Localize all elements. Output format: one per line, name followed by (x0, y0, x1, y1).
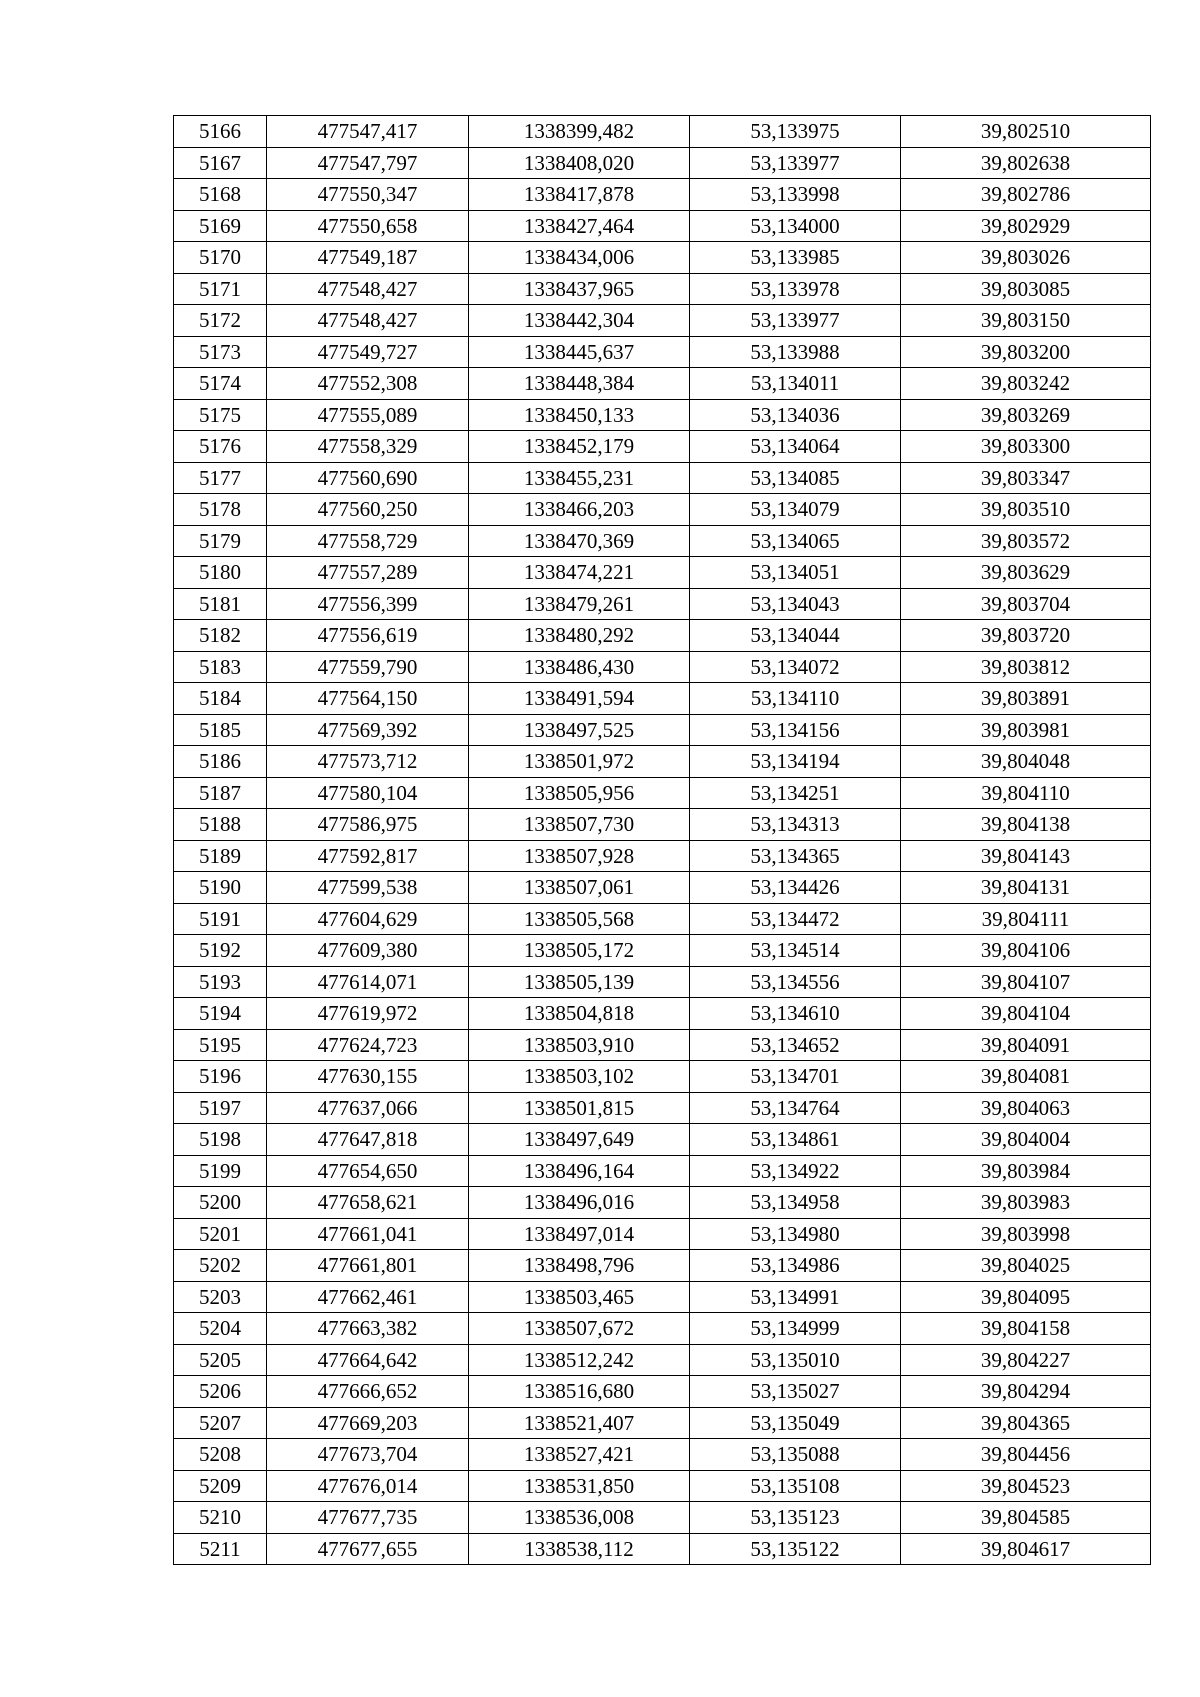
point-number-cell: 5197 (174, 1092, 267, 1124)
x-coordinate-cell: 477663,382 (267, 1313, 469, 1345)
x-coordinate-cell: 477624,723 (267, 1029, 469, 1061)
table-row (174, 1313, 1151, 1345)
y-coordinate-cell: 1338501,815 (469, 1092, 690, 1124)
latitude-cell: 53,134764 (690, 1092, 901, 1124)
latitude-cell: 53,134556 (690, 966, 901, 998)
point-number-cell: 5198 (174, 1124, 267, 1156)
latitude-cell: 53,135088 (690, 1439, 901, 1471)
x-coordinate-cell: 477548,427 (267, 273, 469, 305)
y-coordinate-cell: 1338437,965 (469, 273, 690, 305)
x-coordinate-cell: 477661,041 (267, 1218, 469, 1250)
table-row (174, 777, 1151, 809)
latitude-cell: 53,134652 (690, 1029, 901, 1061)
longitude-cell: 39,804585 (901, 1502, 1151, 1534)
longitude-cell: 39,803704 (901, 588, 1151, 620)
latitude-cell: 53,134110 (690, 683, 901, 715)
y-coordinate-cell: 1338474,221 (469, 557, 690, 589)
longitude-cell: 39,804104 (901, 998, 1151, 1030)
x-coordinate-cell: 477564,150 (267, 683, 469, 715)
point-number-cell: 5204 (174, 1313, 267, 1345)
x-coordinate-cell: 477555,089 (267, 399, 469, 431)
point-number-cell: 5210 (174, 1502, 267, 1534)
x-coordinate-cell: 477658,621 (267, 1187, 469, 1219)
y-coordinate-cell: 1338507,672 (469, 1313, 690, 1345)
longitude-cell: 39,804106 (901, 935, 1151, 967)
y-coordinate-cell: 1338501,972 (469, 746, 690, 778)
x-coordinate-cell: 477557,289 (267, 557, 469, 589)
table-row (174, 1407, 1151, 1439)
point-number-cell: 5170 (174, 242, 267, 274)
point-number-cell: 5172 (174, 305, 267, 337)
longitude-cell: 39,803085 (901, 273, 1151, 305)
y-coordinate-cell: 1338505,956 (469, 777, 690, 809)
longitude-cell: 39,804523 (901, 1470, 1151, 1502)
x-coordinate-cell: 477661,801 (267, 1250, 469, 1282)
x-coordinate-cell: 477654,650 (267, 1155, 469, 1187)
y-coordinate-cell: 1338448,384 (469, 368, 690, 400)
table-row (174, 998, 1151, 1030)
latitude-cell: 53,134472 (690, 903, 901, 935)
x-coordinate-cell: 477573,712 (267, 746, 469, 778)
x-coordinate-cell: 477550,658 (267, 210, 469, 242)
table-row (174, 903, 1151, 935)
longitude-cell: 39,803983 (901, 1187, 1151, 1219)
x-coordinate-cell: 477592,817 (267, 840, 469, 872)
longitude-cell: 39,802786 (901, 179, 1151, 211)
latitude-cell: 53,134065 (690, 525, 901, 557)
latitude-cell: 53,135123 (690, 1502, 901, 1534)
table-row (174, 1218, 1151, 1250)
table-row (174, 809, 1151, 841)
longitude-cell: 39,803981 (901, 714, 1151, 746)
latitude-cell: 53,134986 (690, 1250, 901, 1282)
point-number-cell: 5205 (174, 1344, 267, 1376)
x-coordinate-cell: 477558,329 (267, 431, 469, 463)
longitude-cell: 39,803347 (901, 462, 1151, 494)
latitude-cell: 53,133998 (690, 179, 901, 211)
longitude-cell: 39,804617 (901, 1533, 1151, 1565)
y-coordinate-cell: 1338417,878 (469, 179, 690, 211)
latitude-cell: 53,134980 (690, 1218, 901, 1250)
latitude-cell: 53,134044 (690, 620, 901, 652)
point-number-cell: 5188 (174, 809, 267, 841)
longitude-cell: 39,804227 (901, 1344, 1151, 1376)
longitude-cell: 39,804365 (901, 1407, 1151, 1439)
latitude-cell: 53,134514 (690, 935, 901, 967)
table-row (174, 1061, 1151, 1093)
x-coordinate-cell: 477669,203 (267, 1407, 469, 1439)
y-coordinate-cell: 1338497,525 (469, 714, 690, 746)
table-row (174, 1187, 1151, 1219)
y-coordinate-cell: 1338527,421 (469, 1439, 690, 1471)
point-number-cell: 5195 (174, 1029, 267, 1061)
latitude-cell: 53,134085 (690, 462, 901, 494)
point-number-cell: 5193 (174, 966, 267, 998)
latitude-cell: 53,134365 (690, 840, 901, 872)
point-number-cell: 5186 (174, 746, 267, 778)
x-coordinate-cell: 477560,250 (267, 494, 469, 526)
y-coordinate-cell: 1338536,008 (469, 1502, 690, 1534)
x-coordinate-cell: 477548,427 (267, 305, 469, 337)
table-row (174, 1470, 1151, 1502)
y-coordinate-cell: 1338442,304 (469, 305, 690, 337)
x-coordinate-cell: 477662,461 (267, 1281, 469, 1313)
table-row (174, 1124, 1151, 1156)
x-coordinate-cell: 477664,642 (267, 1344, 469, 1376)
point-number-cell: 5208 (174, 1439, 267, 1471)
latitude-cell: 53,134701 (690, 1061, 901, 1093)
point-number-cell: 5211 (174, 1533, 267, 1565)
y-coordinate-cell: 1338504,818 (469, 998, 690, 1030)
point-number-cell: 5194 (174, 998, 267, 1030)
latitude-cell: 53,135108 (690, 1470, 901, 1502)
y-coordinate-cell: 1338480,292 (469, 620, 690, 652)
longitude-cell: 39,804081 (901, 1061, 1151, 1093)
x-coordinate-cell: 477569,392 (267, 714, 469, 746)
latitude-cell: 53,134072 (690, 651, 901, 683)
longitude-cell: 39,804111 (901, 903, 1151, 935)
latitude-cell: 53,134922 (690, 1155, 901, 1187)
y-coordinate-cell: 1338455,231 (469, 462, 690, 494)
table-row (174, 273, 1151, 305)
latitude-cell: 53,134861 (690, 1124, 901, 1156)
y-coordinate-cell: 1338445,637 (469, 336, 690, 368)
table-row (174, 1092, 1151, 1124)
x-coordinate-cell: 477549,727 (267, 336, 469, 368)
y-coordinate-cell: 1338503,465 (469, 1281, 690, 1313)
y-coordinate-cell: 1338491,594 (469, 683, 690, 715)
point-number-cell: 5192 (174, 935, 267, 967)
point-number-cell: 5199 (174, 1155, 267, 1187)
point-number-cell: 5174 (174, 368, 267, 400)
table-row (174, 1533, 1151, 1565)
table-row (174, 1439, 1151, 1471)
table-row (174, 242, 1151, 274)
point-number-cell: 5177 (174, 462, 267, 494)
x-coordinate-cell: 477550,347 (267, 179, 469, 211)
longitude-cell: 39,803998 (901, 1218, 1151, 1250)
longitude-cell: 39,802510 (901, 116, 1151, 148)
table-row (174, 966, 1151, 998)
y-coordinate-cell: 1338497,014 (469, 1218, 690, 1250)
point-number-cell: 5183 (174, 651, 267, 683)
table-row (174, 840, 1151, 872)
longitude-cell: 39,802638 (901, 147, 1151, 179)
longitude-cell: 39,804131 (901, 872, 1151, 904)
y-coordinate-cell: 1338452,179 (469, 431, 690, 463)
longitude-cell: 39,804110 (901, 777, 1151, 809)
point-number-cell: 5168 (174, 179, 267, 211)
table-row (174, 557, 1151, 589)
latitude-cell: 53,133978 (690, 273, 901, 305)
table-row (174, 1344, 1151, 1376)
point-number-cell: 5182 (174, 620, 267, 652)
point-number-cell: 5175 (174, 399, 267, 431)
x-coordinate-cell: 477586,975 (267, 809, 469, 841)
y-coordinate-cell: 1338521,407 (469, 1407, 690, 1439)
point-number-cell: 5206 (174, 1376, 267, 1408)
table-row (174, 1155, 1151, 1187)
latitude-cell: 53,134051 (690, 557, 901, 589)
longitude-cell: 39,804107 (901, 966, 1151, 998)
latitude-cell: 53,135122 (690, 1533, 901, 1565)
y-coordinate-cell: 1338479,261 (469, 588, 690, 620)
point-number-cell: 5196 (174, 1061, 267, 1093)
point-number-cell: 5185 (174, 714, 267, 746)
x-coordinate-cell: 477559,790 (267, 651, 469, 683)
longitude-cell: 39,803984 (901, 1155, 1151, 1187)
point-number-cell: 5189 (174, 840, 267, 872)
table-row (174, 1029, 1151, 1061)
table-row (174, 620, 1151, 652)
table-row (174, 935, 1151, 967)
latitude-cell: 53,134000 (690, 210, 901, 242)
x-coordinate-cell: 477556,399 (267, 588, 469, 620)
latitude-cell: 53,134011 (690, 368, 901, 400)
point-number-cell: 5191 (174, 903, 267, 935)
y-coordinate-cell: 1338505,568 (469, 903, 690, 935)
latitude-cell: 53,135010 (690, 1344, 901, 1376)
longitude-cell: 39,804158 (901, 1313, 1151, 1345)
y-coordinate-cell: 1338538,112 (469, 1533, 690, 1565)
y-coordinate-cell: 1338505,172 (469, 935, 690, 967)
longitude-cell: 39,804091 (901, 1029, 1151, 1061)
x-coordinate-cell: 477556,619 (267, 620, 469, 652)
x-coordinate-cell: 477677,735 (267, 1502, 469, 1534)
x-coordinate-cell: 477677,655 (267, 1533, 469, 1565)
point-number-cell: 5171 (174, 273, 267, 305)
y-coordinate-cell: 1338466,203 (469, 494, 690, 526)
x-coordinate-cell: 477604,629 (267, 903, 469, 935)
longitude-cell: 39,802929 (901, 210, 1151, 242)
point-number-cell: 5207 (174, 1407, 267, 1439)
latitude-cell: 53,133977 (690, 147, 901, 179)
longitude-cell: 39,804025 (901, 1250, 1151, 1282)
longitude-cell: 39,803150 (901, 305, 1151, 337)
latitude-cell: 53,135027 (690, 1376, 901, 1408)
y-coordinate-cell: 1338505,139 (469, 966, 690, 998)
table-row (174, 746, 1151, 778)
table-row (174, 336, 1151, 368)
longitude-cell: 39,804294 (901, 1376, 1151, 1408)
x-coordinate-cell: 477547,797 (267, 147, 469, 179)
longitude-cell: 39,803629 (901, 557, 1151, 589)
y-coordinate-cell: 1338470,369 (469, 525, 690, 557)
longitude-cell: 39,804063 (901, 1092, 1151, 1124)
latitude-cell: 53,134079 (690, 494, 901, 526)
point-number-cell: 5203 (174, 1281, 267, 1313)
latitude-cell: 53,134999 (690, 1313, 901, 1345)
point-number-cell: 5184 (174, 683, 267, 715)
table-row (174, 494, 1151, 526)
longitude-cell: 39,803200 (901, 336, 1151, 368)
point-number-cell: 5202 (174, 1250, 267, 1282)
y-coordinate-cell: 1338486,430 (469, 651, 690, 683)
table-row (174, 714, 1151, 746)
point-number-cell: 5169 (174, 210, 267, 242)
longitude-cell: 39,804095 (901, 1281, 1151, 1313)
longitude-cell: 39,803242 (901, 368, 1151, 400)
point-number-cell: 5201 (174, 1218, 267, 1250)
x-coordinate-cell: 477666,652 (267, 1376, 469, 1408)
x-coordinate-cell: 477637,066 (267, 1092, 469, 1124)
latitude-cell: 53,134036 (690, 399, 901, 431)
point-number-cell: 5209 (174, 1470, 267, 1502)
table-row (174, 431, 1151, 463)
table-row (174, 305, 1151, 337)
y-coordinate-cell: 1338507,928 (469, 840, 690, 872)
y-coordinate-cell: 1338497,649 (469, 1124, 690, 1156)
longitude-cell: 39,803510 (901, 494, 1151, 526)
point-number-cell: 5173 (174, 336, 267, 368)
latitude-cell: 53,134043 (690, 588, 901, 620)
longitude-cell: 39,803300 (901, 431, 1151, 463)
x-coordinate-cell: 477552,308 (267, 368, 469, 400)
x-coordinate-cell: 477647,818 (267, 1124, 469, 1156)
y-coordinate-cell: 1338496,164 (469, 1155, 690, 1187)
y-coordinate-cell: 1338516,680 (469, 1376, 690, 1408)
latitude-cell: 53,134251 (690, 777, 901, 809)
table-row (174, 179, 1151, 211)
x-coordinate-cell: 477676,014 (267, 1470, 469, 1502)
latitude-cell: 53,134194 (690, 746, 901, 778)
x-coordinate-cell: 477609,380 (267, 935, 469, 967)
longitude-cell: 39,803812 (901, 651, 1151, 683)
latitude-cell: 53,134156 (690, 714, 901, 746)
table-row (174, 683, 1151, 715)
x-coordinate-cell: 477580,104 (267, 777, 469, 809)
latitude-cell: 53,133975 (690, 116, 901, 148)
point-number-cell: 5181 (174, 588, 267, 620)
longitude-cell: 39,803026 (901, 242, 1151, 274)
x-coordinate-cell: 477630,155 (267, 1061, 469, 1093)
y-coordinate-cell: 1338399,482 (469, 116, 690, 148)
table-row (174, 1376, 1151, 1408)
latitude-cell: 53,133977 (690, 305, 901, 337)
x-coordinate-cell: 477547,417 (267, 116, 469, 148)
table-row (174, 1281, 1151, 1313)
y-coordinate-cell: 1338408,020 (469, 147, 690, 179)
y-coordinate-cell: 1338427,464 (469, 210, 690, 242)
latitude-cell: 53,134313 (690, 809, 901, 841)
y-coordinate-cell: 1338503,102 (469, 1061, 690, 1093)
longitude-cell: 39,803891 (901, 683, 1151, 715)
table-row (174, 147, 1151, 179)
x-coordinate-cell: 477619,972 (267, 998, 469, 1030)
y-coordinate-cell: 1338434,006 (469, 242, 690, 274)
table-row (174, 462, 1151, 494)
y-coordinate-cell: 1338450,133 (469, 399, 690, 431)
longitude-cell: 39,803720 (901, 620, 1151, 652)
table-row (174, 368, 1151, 400)
y-coordinate-cell: 1338507,730 (469, 809, 690, 841)
longitude-cell: 39,804048 (901, 746, 1151, 778)
longitude-cell: 39,804138 (901, 809, 1151, 841)
x-coordinate-cell: 477558,729 (267, 525, 469, 557)
latitude-cell: 53,135049 (690, 1407, 901, 1439)
y-coordinate-cell: 1338496,016 (469, 1187, 690, 1219)
x-coordinate-cell: 477599,538 (267, 872, 469, 904)
longitude-cell: 39,803269 (901, 399, 1151, 431)
latitude-cell: 53,134958 (690, 1187, 901, 1219)
table-row (174, 588, 1151, 620)
table-row (174, 116, 1151, 148)
x-coordinate-cell: 477614,071 (267, 966, 469, 998)
y-coordinate-cell: 1338512,242 (469, 1344, 690, 1376)
y-coordinate-cell: 1338503,910 (469, 1029, 690, 1061)
point-number-cell: 5187 (174, 777, 267, 809)
table-row (174, 399, 1151, 431)
latitude-cell: 53,133985 (690, 242, 901, 274)
point-number-cell: 5190 (174, 872, 267, 904)
table-row (174, 1250, 1151, 1282)
longitude-cell: 39,804004 (901, 1124, 1151, 1156)
x-coordinate-cell: 477549,187 (267, 242, 469, 274)
table-row (174, 525, 1151, 557)
longitude-cell: 39,804456 (901, 1439, 1151, 1471)
longitude-cell: 39,804143 (901, 840, 1151, 872)
y-coordinate-cell: 1338498,796 (469, 1250, 690, 1282)
latitude-cell: 53,134991 (690, 1281, 901, 1313)
table-row (174, 210, 1151, 242)
longitude-cell: 39,803572 (901, 525, 1151, 557)
table-row (174, 1502, 1151, 1534)
point-number-cell: 5179 (174, 525, 267, 557)
point-number-cell: 5166 (174, 116, 267, 148)
table-row (174, 872, 1151, 904)
y-coordinate-cell: 1338507,061 (469, 872, 690, 904)
point-number-cell: 5178 (174, 494, 267, 526)
point-number-cell: 5167 (174, 147, 267, 179)
point-number-cell: 5176 (174, 431, 267, 463)
latitude-cell: 53,133988 (690, 336, 901, 368)
x-coordinate-cell: 477560,690 (267, 462, 469, 494)
latitude-cell: 53,134610 (690, 998, 901, 1030)
point-number-cell: 5200 (174, 1187, 267, 1219)
coordinates-table (173, 115, 1151, 1565)
table-row (174, 651, 1151, 683)
latitude-cell: 53,134426 (690, 872, 901, 904)
x-coordinate-cell: 477673,704 (267, 1439, 469, 1471)
y-coordinate-cell: 1338531,850 (469, 1470, 690, 1502)
coordinates-table-body (174, 116, 1151, 1565)
point-number-cell: 5180 (174, 557, 267, 589)
latitude-cell: 53,134064 (690, 431, 901, 463)
